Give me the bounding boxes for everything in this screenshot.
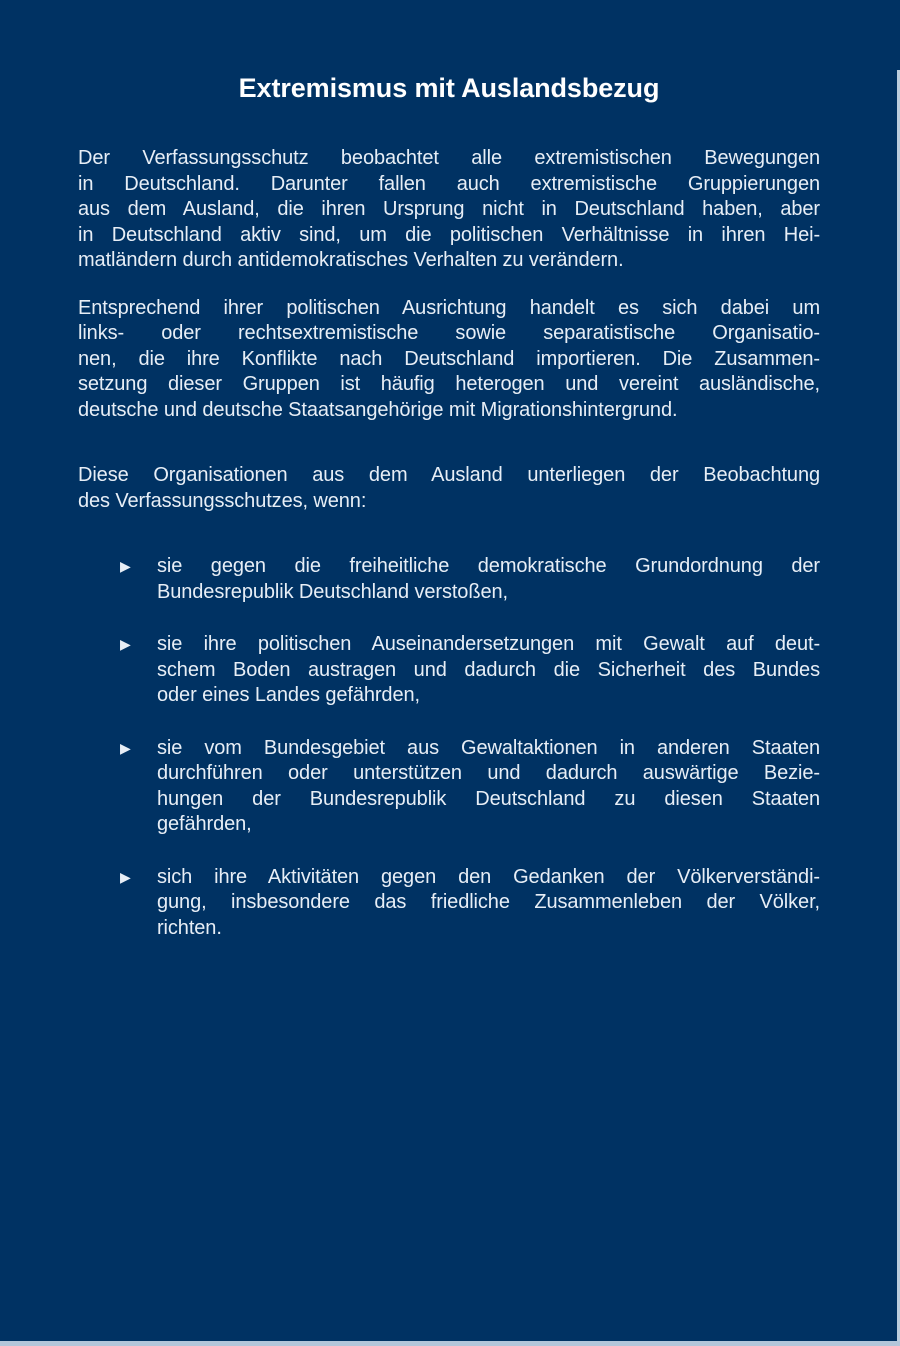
page-edge-bottom: [0, 1341, 900, 1346]
text-line: Diese Organisationen aus dem Ausland unterliegen der Beobachtung: [78, 464, 820, 486]
list-item-text: [157, 632, 820, 709]
text-line: in Deutschland. Darunter fallen auch extremistische Gruppierungen: [78, 172, 820, 195]
text-line: schem Boden austragen und dadurch die Sicherheit des Bundes: [157, 658, 820, 681]
text-line: Entsprechend ihrer politischen Ausrichtung handelt es sich dabei um: [78, 296, 820, 319]
triangle-bullet-icon: ▶: [120, 868, 131, 885]
paragraph: [78, 463, 820, 514]
text-line: hungen der Bundesrepublik Deutschland zu diesen Staaten: [157, 787, 820, 810]
paragraph: [78, 146, 820, 274]
list-item-text: [157, 554, 820, 605]
list-item: [120, 865, 820, 942]
text-line: sie ihre politischen Auseinandersetzungen mit Gewalt auf deut-: [157, 633, 820, 655]
list-item-text: [157, 736, 820, 838]
text-line: oder eines Landes gefährden,: [157, 684, 420, 706]
text-line: setzung dieser Gruppen ist häufig heterogen und vereint ausländische,: [78, 373, 820, 395]
text-line: des Verfassungsschutzes, wenn:: [78, 489, 367, 512]
list-item: [120, 736, 820, 838]
list-item: [120, 554, 820, 605]
text-line: in Deutschland aktiv sind, um die politischen Verhältnisse in ihren Hei-: [78, 223, 820, 246]
triangle-bullet-icon: ▶: [120, 636, 131, 652]
text-line: sie vom Bundesgebiet aus Gewaltaktionen in anderen Staaten: [157, 736, 820, 759]
bullet-list: [78, 554, 820, 941]
text-line: sie gegen die freiheitliche demokratische Grundordnung der: [157, 555, 820, 577]
page-title: Extremismus mit Auslandsbezug: [238, 73, 660, 103]
triangle-bullet-icon: ▶: [120, 739, 131, 756]
document-page: [0, 70, 900, 1346]
text-line: gefährden,: [157, 813, 252, 835]
text-line: links- oder rechtsextremistische sowie separatistische Organisatio-: [78, 322, 820, 344]
text-line: aus dem Ausland, die ihren Ursprung nicht in Deutschland haben, aber: [78, 198, 820, 220]
text-line: gung, insbesondere das friedliche Zusammenleben der Völker,: [157, 891, 820, 913]
paragraph: [78, 296, 820, 424]
text-line: richten.: [157, 916, 222, 939]
list-item-text: [157, 865, 820, 942]
text-line: nen, die ihre Konflikte nach Deutschland importieren. Die Zusammen-: [78, 347, 820, 370]
text-line: Bundesrepublik Deutschland verstoßen,: [157, 580, 508, 603]
text-line: deutsche und deutsche Staatsangehörige mit Migrationshintergrund.: [78, 398, 678, 421]
text-line: durchführen oder unterstützen und dadurch auswärtige Bezie-: [157, 762, 820, 784]
list-item: [120, 632, 820, 709]
text-line: sich ihre Aktivitäten gegen den Gedanken der Völkerverständi-: [157, 865, 820, 888]
text-line: matländern durch antidemokratisches Verhalten zu verändern.: [78, 249, 624, 271]
text-line: Der Verfassungsschutz beobachtet alle extremistischen Bewegungen: [78, 147, 820, 169]
triangle-bullet-icon: ▶: [120, 558, 131, 574]
